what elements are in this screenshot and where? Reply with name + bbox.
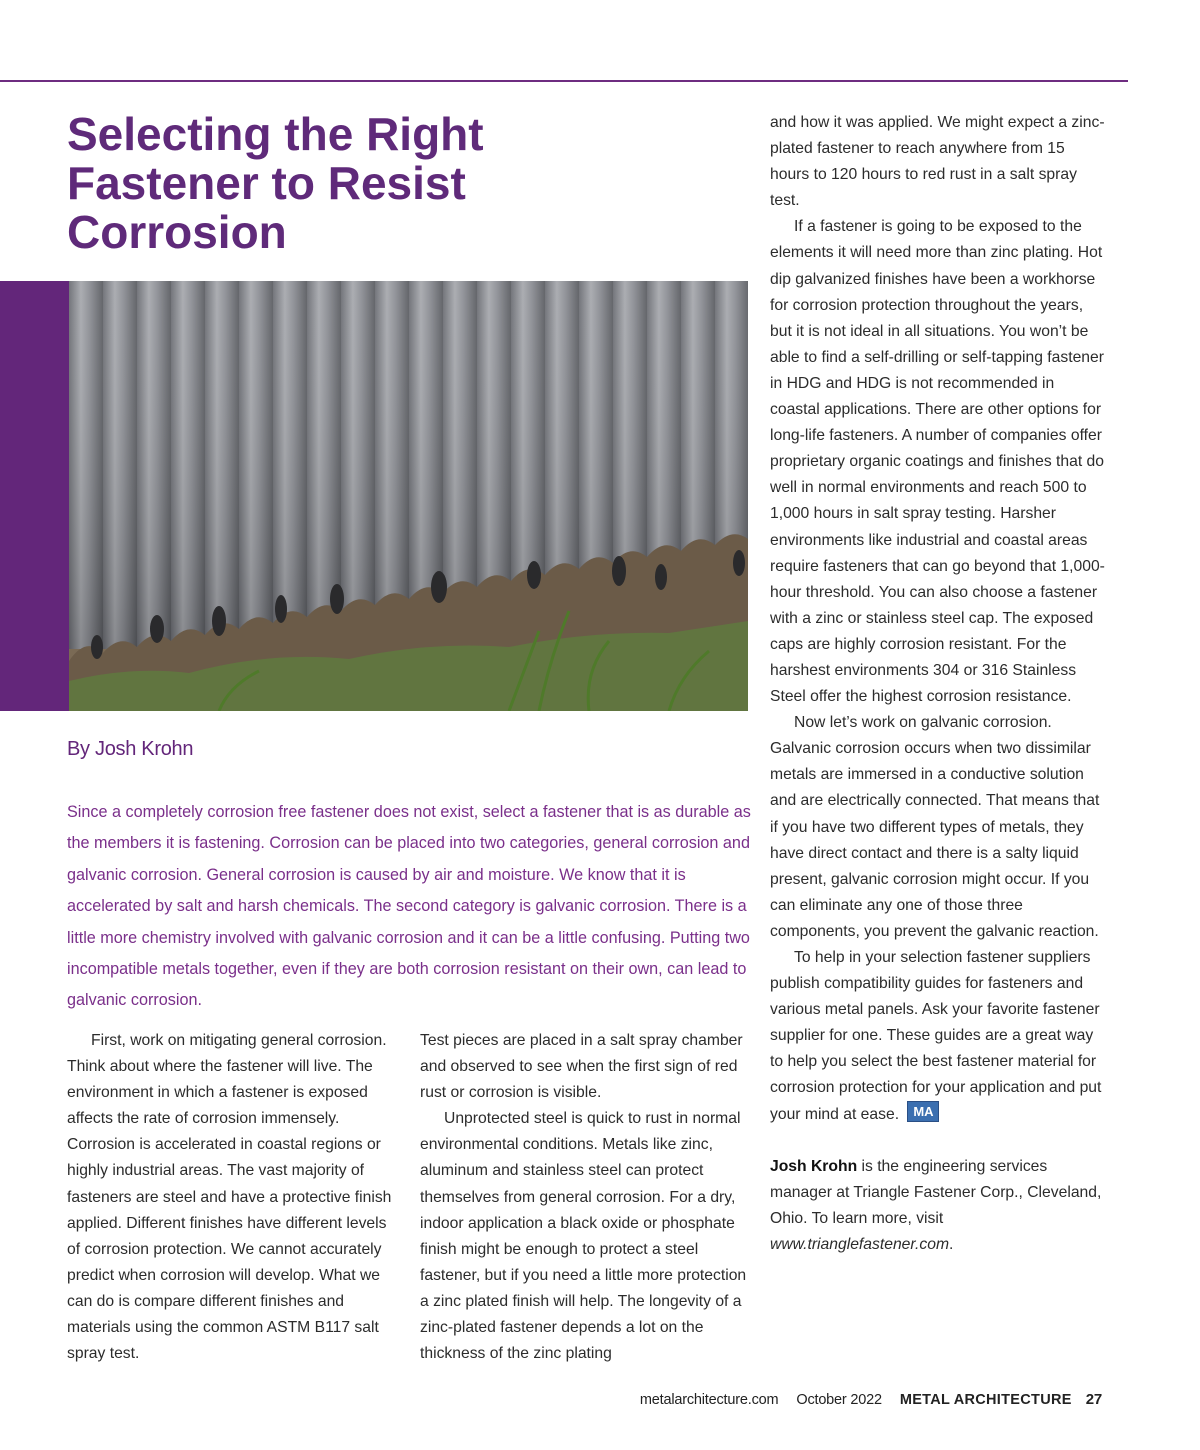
byline: By Josh Krohn: [67, 738, 194, 760]
author-bio: [770, 1154, 1106, 1258]
article-title: Selecting the Right Fastener to Resist Corrosion: [67, 108, 484, 258]
end-mark-logo: MA: [907, 1101, 939, 1122]
footer-magazine: METAL ARCHITECTURE: [899, 1392, 1072, 1408]
body-paragraph: First, work on mitigating general corrosion. Think about where the fastener will live. The environment in which a fastener is exposed affects the rate of corrosion immensely. Corrosion is accelerated in coastal regions or highly industrial areas. The vast majority of fasteners are steel and have a protective finish applied. Different finishes have different levels of corrosion protection. We cannot accurately predict when corrosion will develop. What we can do is compare different finishes and materials using the common ASTM B117 salt spray test.: [67, 1032, 392, 1363]
body-paragraph: Test pieces are placed in a salt spray chamber and observed to see when the first sign of red rust or corrosion is visible.: [420, 1032, 743, 1102]
body-paragraph-text: To help in your selection fastener suppliers publish compatibility guides for fasteners and various metal panels. Ask your favorite fastener supplier for one. These guides are a great way to help you select the best fastener material for corrosion protection for your application and put your mind at ease.: [770, 949, 1102, 1123]
page-footer: [640, 1391, 1102, 1408]
body-paragraph: If a fastener is going to be exposed to the elements it will need more than zinc plating. Hot dip galvanized finishes have been a workhorse for corrosion protection throughout the years, but it is not ideal in all situations. You won’t be able to find a self-drilling or self-tapping fastener in HDG and HDG is not recommended in coastal applications. There are other options for long-life fasteners. A number of companies offer proprietary organic coatings and finishes that do well in normal environments and reach 500 to 1,000 hours in salt spray testing. Harsher environments like industrial and coastal areas require fasteners that can go beyond that 1,000-hour threshold. You can also choose a fastener with a zinc or stainless steel cap. The exposed caps are highly corrosion resistant. For the harshest environments 304 or 316 Stainless Steel offer the highest corrosion resistance.: [770, 218, 1105, 706]
body-paragraph: Now let’s work on galvanic corrosion. Galvanic corrosion occurs when two dissimilar metals are immersed in a conductive solution and are electrically connected. That means that if you have two different types of metals, they have direct contact and there is a salty liquid present, galvanic corrosion might occur. If you can eliminate any one of those three components, you prevent the galvanic reaction.: [770, 714, 1100, 940]
intro-paragraph: Since a completely corrosion free fastener does not exist, select a fastener that is as durable as the members it is fastening. Corrosion can be placed into two categories, general corrosion and galvanic corrosion. General corrosion is caused by air and moisture. We know that it is accelerated by salt and harsh chemicals. The second category is galvanic corrosion. There is a little more chemistry involved with galvanic corrosion and it can be a little confusing. Putting two incompatible metals together, even if they are both corrosion resistant on their own, can lead to galvanic corrosion.: [67, 803, 751, 1010]
body-paragraph-final: [770, 945, 1106, 1128]
footer-site[interactable]: metalarchitecture.com: [639, 1392, 779, 1408]
top-rule: [0, 80, 1128, 82]
body-column-1: [67, 1028, 399, 1367]
bio-end: .: [949, 1235, 954, 1253]
bio-url-link[interactable]: www.trianglefastener.com: [770, 1235, 950, 1253]
page-number: 27: [1085, 1391, 1102, 1408]
body-column-2: [420, 1028, 752, 1367]
body-column-3: [770, 110, 1106, 1258]
body-paragraph: Unprotected steel is quick to rust in normal environmental conditions. Metals like zinc, aluminum and stainless steel can protect themselves from general corrosion. For a dry, indoor application a black oxide or phosphate finish might be enough to protect a steel fastener, but if you need a little more protection a zinc plated finish will help. The longevity of a zinc-plated fastener depends a lot on the thickness of the zinc plating: [420, 1110, 747, 1363]
photo-illustration: [69, 281, 748, 711]
footer-date: October 2022: [796, 1392, 882, 1408]
body-paragraph: and how it was applied. We might expect a zinc-plated fastener to reach anywhere from 15 hours to 120 hours to red rust in a salt spray test.: [770, 114, 1105, 210]
accent-side-bar: [0, 281, 69, 711]
bio-name: Josh Krohn: [770, 1157, 858, 1175]
corrugated-panel-photo: [69, 281, 748, 711]
bio-text: is the engineering services manager at Triangle Fastener Corp., Cleveland, Ohio. To learn more, visit: [770, 1157, 1102, 1227]
